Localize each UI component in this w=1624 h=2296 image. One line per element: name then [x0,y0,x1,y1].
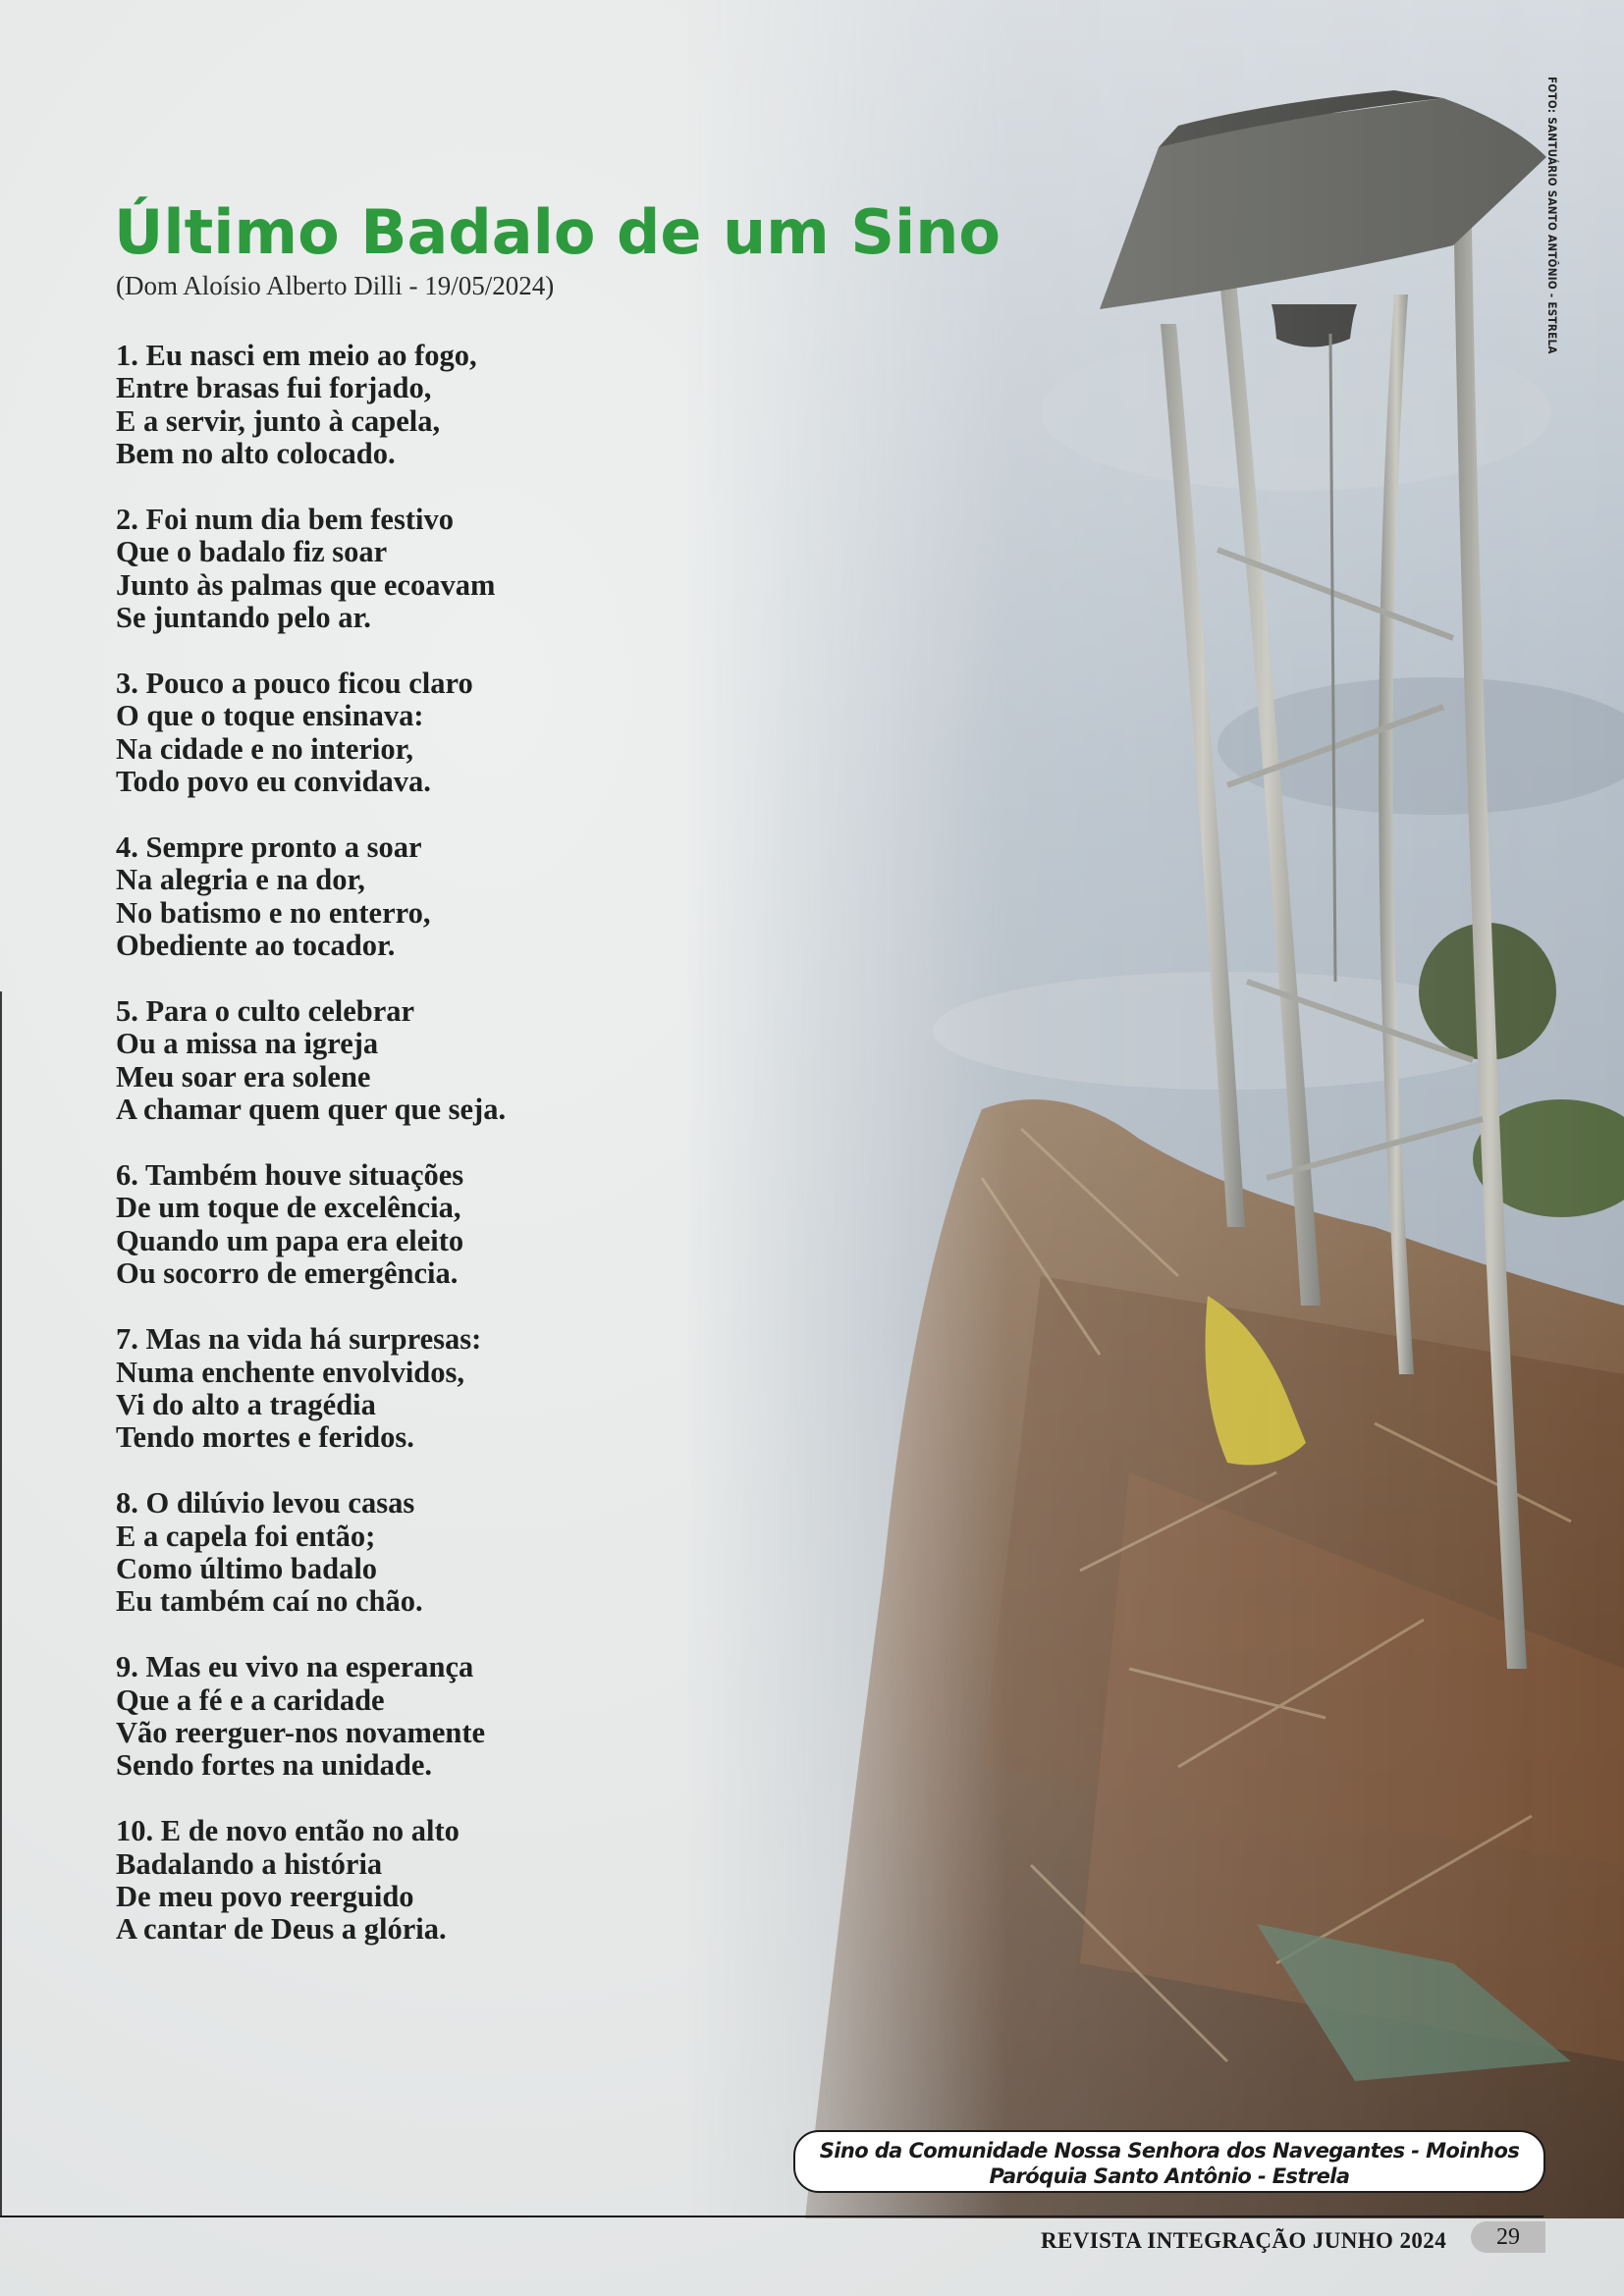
stanza-10 [116,1815,862,1947]
stanza-9 [116,1651,862,1783]
stanza-5 [116,995,862,1127]
poem-line: Numa enchente envolvidos, [116,1355,464,1389]
poem-title: Último Badalo de um Sino [114,196,1001,268]
caption-line-2: Paróquia Santo Antônio - Estrela [989,2164,1350,2188]
poem-line: Quando um papa era eleito [116,1223,464,1257]
poem-line: Se juntando pelo ar. [116,601,371,635]
poem-line: O que o toque ensinava: [116,699,424,733]
poem-line: Eu também caí no chão. [116,1584,423,1619]
poem-line: De um toque de excelência, [116,1191,461,1225]
stanza-6 [116,1159,862,1291]
poem-line: De meu povo reerguido [116,1879,414,1913]
poem-line: Junto às palmas que ecoavam [116,567,496,602]
poem-line: A cantar de Deus a glória. [116,1912,447,1947]
poem-line: Na alegria e na dor, [116,863,365,897]
left-edge-rule [0,991,2,2216]
poem-line: 6. Também houve situações [116,1158,464,1193]
poem-body [116,340,862,1979]
poem-line: 10. E de novo então no alto [116,1814,460,1848]
stanza-8 [116,1487,862,1619]
stanza-7 [116,1323,862,1455]
poem-line: E a capela foi então; [116,1519,376,1553]
stanza-1 [116,340,862,471]
poem-line: Que a fé e a caridade [116,1682,385,1717]
stanza-3 [116,667,862,799]
photo-credit: FOTO: SANTUÁRIO SANTO ANTÔNIO - ESTRELA [1545,77,1559,354]
poem-line: 7. Mas na vida há surpresas: [116,1322,482,1357]
poem-line: Sendo fortes na unidade. [116,1748,433,1783]
poem-line: Na cidade e no interior, [116,731,414,766]
poem-line: Entre brasas fui forjado, [116,371,432,405]
poem-line: Obediente ao tocador. [116,929,396,963]
page-number: 29 [1471,2221,1545,2253]
poem-line: Ou a missa na igreja [116,1027,379,1061]
poem-line: 3. Pouco a pouco ficou claro [116,667,473,701]
poem-line: 1. Eu nasci em meio ao fogo, [116,339,477,372]
poem-line: Vão reerguer-nos novamente [116,1715,486,1749]
caption-line-1: Sino da Comunidade Nossa Senhora dos Navegantes - Moinhos [819,2139,1520,2163]
poem-author-date: (Dom Aloísio Alberto Dilli - 19/05/2024) [116,271,555,300]
poem-line: 9. Mas eu vivo na esperança [116,1650,474,1684]
publication-name: REVISTA INTEGRAÇÃO JUNHO 2024 [1041,2228,1447,2253]
stanza-4 [116,831,862,963]
poem-line: 5. Para o culto celebrar [116,994,415,1029]
poem-line: No batismo e no enterro, [116,895,431,930]
poem-line: Vi do alto a tragédia [116,1387,376,1421]
poem-line: 8. O dilúvio levou casas [116,1486,415,1521]
poem-line: Meu soar era solene [116,1059,371,1094]
poem-line: Ou socorro de emergência. [116,1256,459,1291]
poem-line: A chamar quem quer que seja. [116,1093,507,1127]
footer-rule [0,2216,1543,2217]
poem-line: 4. Sempre pronto a soar [116,830,422,865]
poem-line: E a servir, junto à capela, [116,403,441,438]
poem-line: 2. Foi num dia bem festivo [116,503,454,537]
stanza-2 [116,504,862,635]
photo-caption [793,2130,1545,2193]
poem-line: Como último badalo [116,1551,378,1585]
poem-line: Todo povo eu convidava. [116,765,431,799]
poem-line: Badalando a história [116,1846,383,1881]
poem-line: Tendo mortes e feridos. [116,1420,414,1455]
poem-line: Bem no alto colocado. [116,437,396,471]
poem-line: Que o badalo fiz soar [116,535,388,569]
